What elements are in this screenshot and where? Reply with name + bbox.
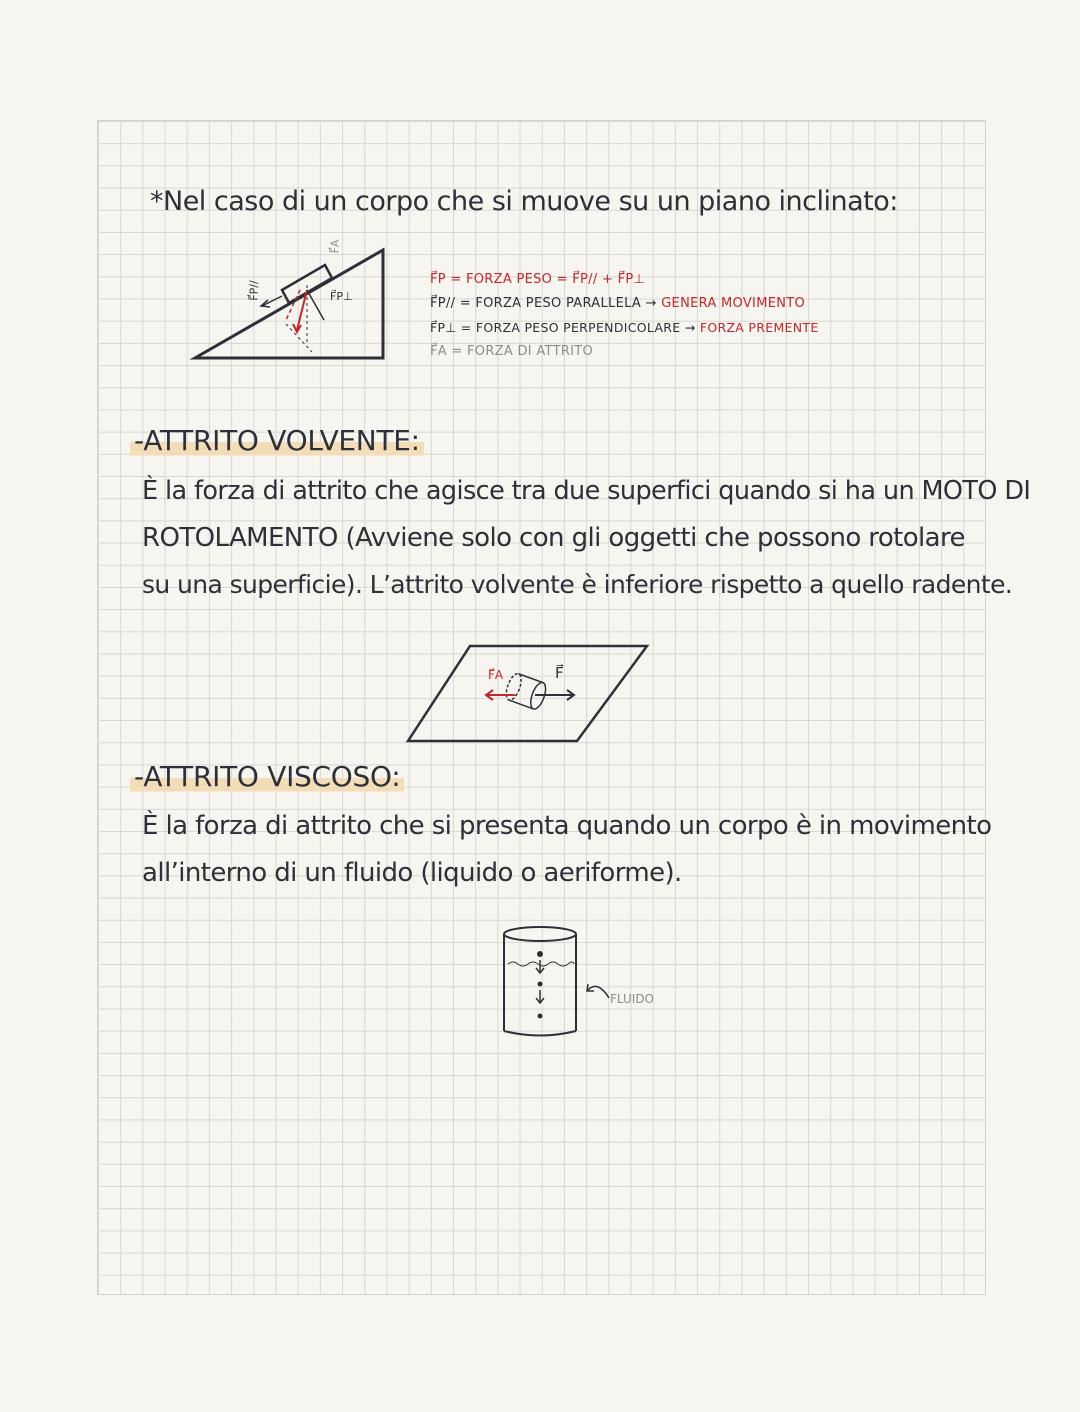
rolling-plane-diagram	[405, 643, 650, 743]
rolling-label-fa: F⃗A	[488, 668, 504, 682]
section-heading-volvente: -ATTRITO VOLVENTE:	[130, 424, 424, 457]
fluid-container-diagram	[500, 924, 590, 1039]
legend-fp-parallel: F⃗P// = FORZA PESO PARALLELA →	[430, 296, 657, 311]
incline-label-fp-parallel: F⃗P//	[247, 280, 261, 301]
section-heading-viscoso: -ATTRITO VISCOSO:	[130, 760, 404, 793]
legend-fa: F⃗A = FORZA DI ATTRITO	[430, 344, 594, 359]
viscoso-line-1: È la forza di attrito che si presenta quando un corpo è in movimento	[142, 811, 992, 841]
legend-fp-perp: F⃗P⊥ = FORZA PESO PERPENDICOLARE →	[430, 320, 696, 335]
parallel-arrow	[262, 296, 282, 306]
rolling-label-f: F⃗	[555, 664, 564, 682]
legend-genera-movimento: GENERA MOVIMENTO	[661, 296, 806, 311]
volvente-line-3: su una superficie). L’attrito volvente è inferiore rispetto a quello radente.	[142, 570, 1013, 599]
fluid-label: FLUIDO	[610, 992, 654, 1006]
fluid-surface	[508, 962, 574, 966]
legend-line-2	[430, 296, 805, 311]
legend-line-1	[430, 272, 645, 287]
inclined-plane-diagram	[190, 240, 390, 365]
volvente-line-2: ROTOLAMENTO (Avviene solo con gli oggetti che possono rotolare	[142, 523, 965, 553]
legend-fp-definition: F⃗P = FORZA PESO = F⃗P// + F⃗P⊥	[430, 272, 646, 287]
legend-forza-premente: FORZA PREMENTE	[699, 320, 819, 335]
falling-body	[537, 951, 543, 957]
intro-text: *Nel caso di un corpo che si muove su un piano inclinato:	[150, 186, 898, 217]
viscoso-line-2: all’interno di un fluido (liquido o aeriforme).	[142, 858, 682, 888]
rolling-plane	[408, 646, 647, 741]
incline-label-fp-perp: F⃗P⊥	[330, 290, 353, 303]
volvente-line-1: È la forza di attrito che agisce tra due superfici quando si ha un MOTO DI	[142, 476, 1031, 506]
incline-label-fa: F⃗A	[328, 239, 342, 254]
legend-line-3	[430, 320, 819, 335]
rolling-cylinder	[503, 672, 548, 711]
